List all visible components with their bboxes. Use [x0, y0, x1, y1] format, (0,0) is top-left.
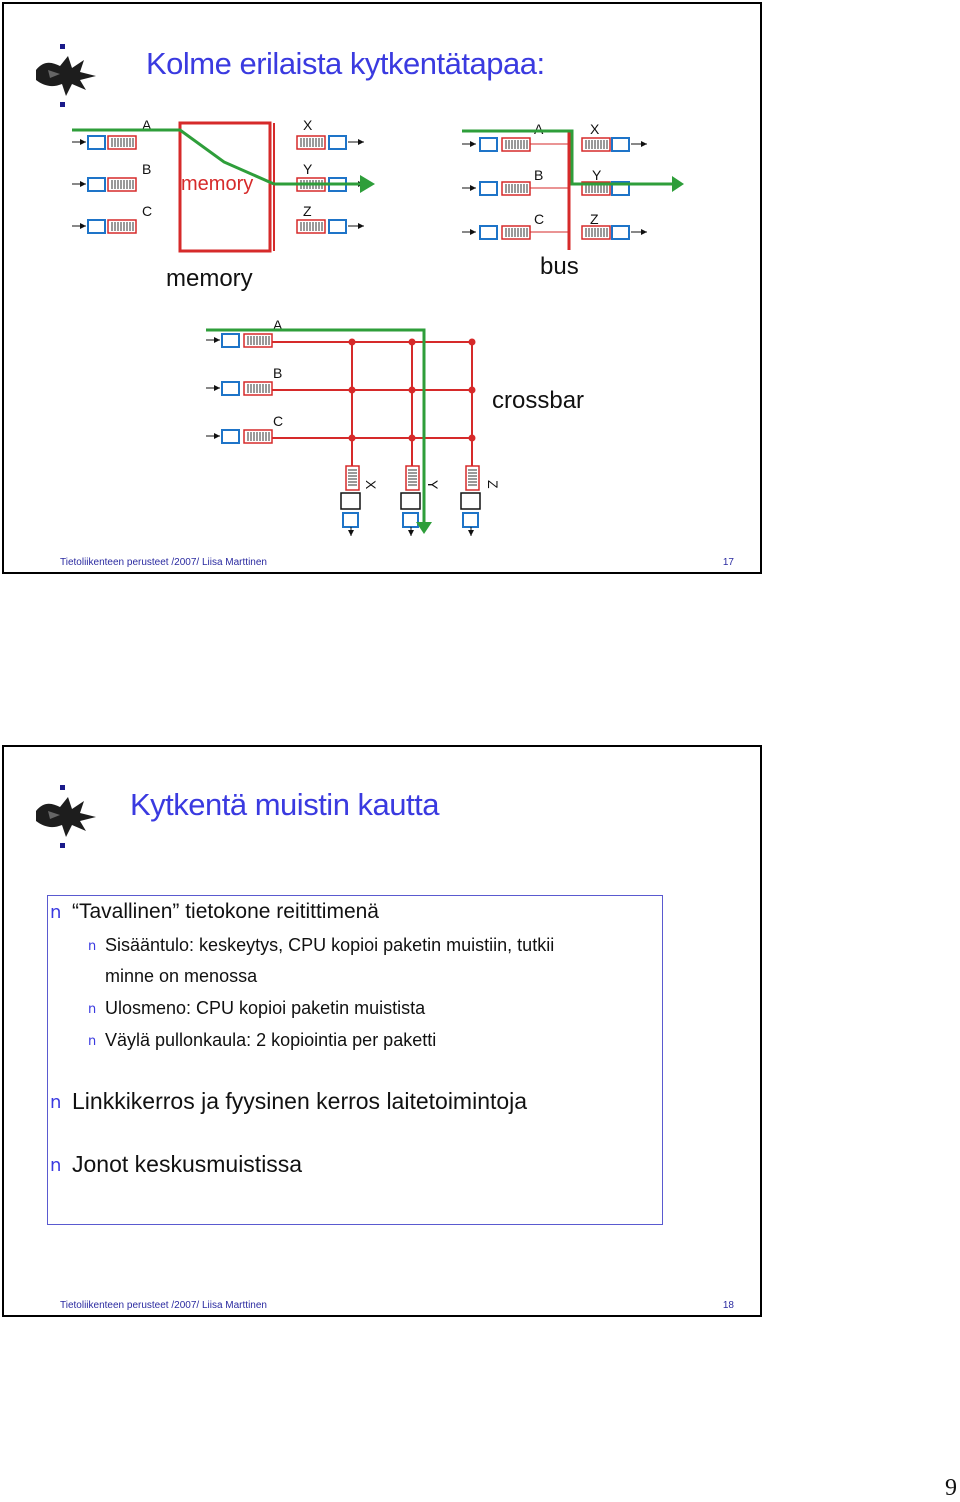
bus-output-y: Y	[592, 167, 602, 183]
slide-18	[2, 745, 762, 1317]
crossbar-output-x: X	[363, 480, 379, 490]
university-logo-icon	[30, 781, 102, 851]
crossbar-output-y: Y	[425, 480, 441, 490]
slide-footer: Tietoliikenteen perusteet /2007/ Liisa Marttinen	[60, 1300, 267, 1311]
memory-input-b: B	[142, 161, 152, 177]
slide-footer: Tietoliikenteen perusteet /2007/ Liisa Marttinen	[60, 557, 267, 568]
document-page-number: 9	[945, 1475, 957, 1501]
slide-title: Kolme erilaista kytkentätapaa:	[146, 46, 545, 81]
memory-panel	[72, 117, 372, 292]
sub-bullet-1: Sisääntulo: keskeytys, CPU kopioi paketin muistiin, tutkii	[105, 935, 555, 955]
crossbar-input-c: C	[273, 413, 284, 429]
crossbar-panel	[206, 317, 584, 536]
switching-diagram	[4, 4, 764, 544]
sub-bullet-1-cont: minne on menossa	[105, 966, 258, 986]
bullet-glyph: n	[50, 902, 62, 923]
crossbar-input-b: B	[273, 365, 283, 381]
memory-input-a: A	[142, 117, 152, 133]
slide-page-number: 18	[722, 1300, 734, 1311]
memory-inner-label: memory	[181, 173, 254, 195]
content-box	[47, 895, 663, 1225]
memory-output-x: X	[303, 117, 313, 133]
bus-panel	[462, 121, 684, 280]
memory-input-c: C	[142, 203, 153, 219]
bus-input-c: C	[534, 211, 545, 227]
slide-page-number: 17	[722, 557, 734, 568]
memory-output-y: Y	[303, 161, 313, 177]
crossbar-input-a: A	[273, 317, 283, 333]
slide-17	[2, 2, 762, 574]
sub-bullet-glyph: n	[88, 939, 97, 954]
bullet-3-text: Jonot keskusmuistissa	[72, 1151, 303, 1177]
bullet-glyph: n	[50, 1092, 62, 1113]
bus-input-a: A	[534, 121, 544, 137]
bus-caption: bus	[540, 253, 579, 280]
sub-bullet-3: Väylä pullonkaula: 2 kopiointia per paketti	[105, 1030, 437, 1050]
memory-caption: memory	[166, 265, 253, 292]
bus-output-x: X	[590, 121, 600, 137]
sub-bullet-glyph: n	[88, 1034, 97, 1049]
crossbar-caption: crossbar	[492, 387, 585, 414]
bus-output-z: Z	[590, 211, 599, 227]
crossbar-output-z: Z	[485, 480, 501, 489]
slide-title: Kytkentä muistin kautta	[130, 787, 439, 822]
bullet-glyph: n	[50, 1155, 62, 1176]
bullet-1-text: “Tavallinen” tietokone reitittimenä	[72, 900, 379, 923]
sub-bullet-glyph: n	[88, 1002, 97, 1017]
bus-input-b: B	[534, 167, 544, 183]
bullet-2-text: Linkkikerros ja fyysinen kerros laitetoimintoja	[72, 1088, 528, 1114]
memory-output-z: Z	[303, 203, 312, 219]
sub-bullet-2: Ulosmeno: CPU kopioi paketin muistista	[105, 998, 426, 1018]
